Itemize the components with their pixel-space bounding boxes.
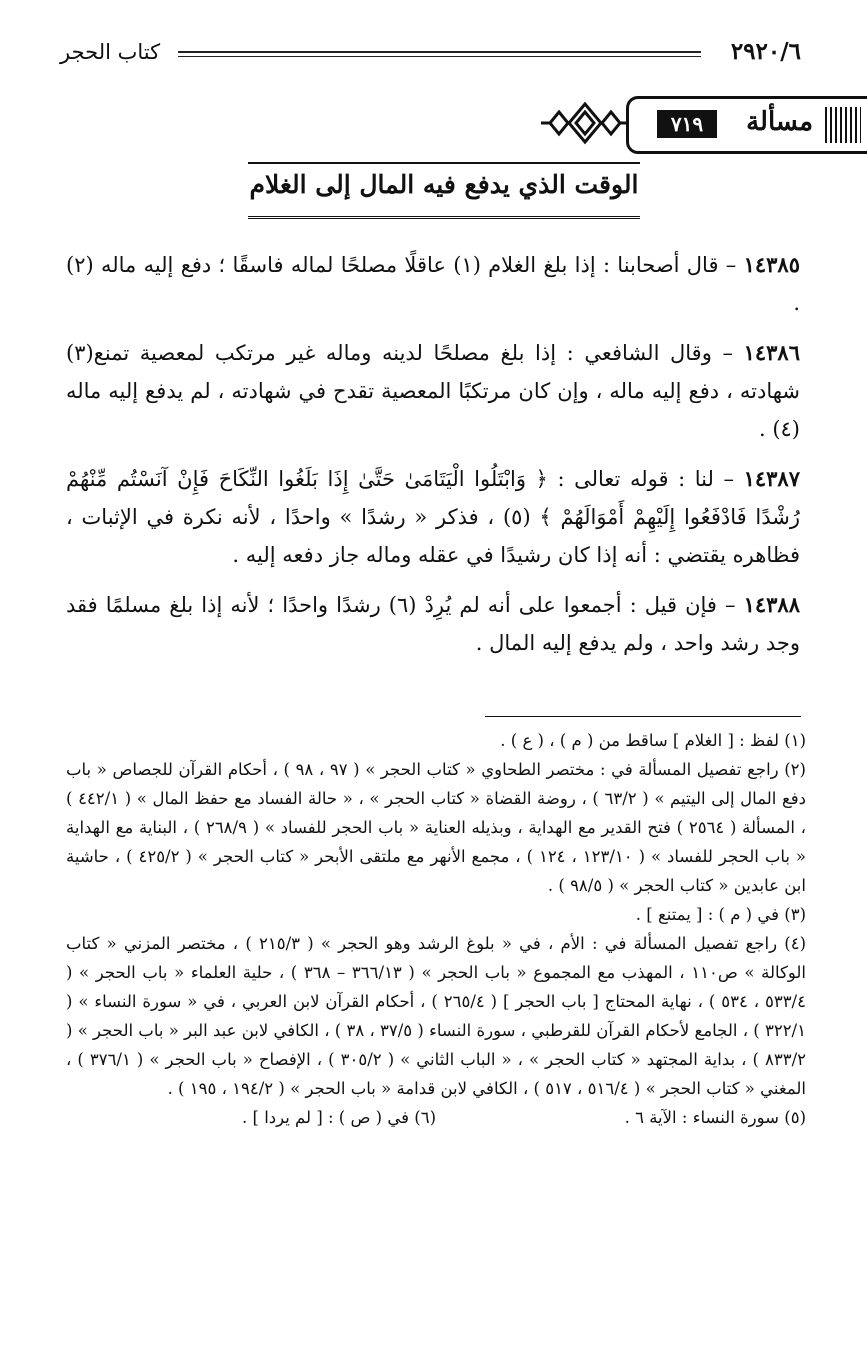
footnote-3: (٣) في ( م ) : [ يمتنع ] . [635, 905, 806, 924]
masala-label-box [626, 96, 867, 154]
footnote-1: (١) لفظ : [ الغلام ] ساقط من ( م ) ، ( ع ) . [500, 731, 806, 750]
footnote-2: (٢) راجع تفصيل المسألة في : مختصر الطحاوي « كتاب الحجر » ( ٩٧ ، ٩٨ ) ، أحكام القرآن للجصاص « باب دفع المال إلى اليتيم » ( ٦٣/٢ ) ، روضة القضاة « كتاب الحجر » ، « حالة الفساد مع حفظ المال » ( ٤٤٢/١ ) ، المسألة ( ٢٥٦٤ ) فتح القدير مع الهداية ، وبذيله العناية « باب الحجر للفساد » ( ٢٦٨/٩ ) ، البناية مع الهداية « باب الحجر للفساد » ( ١٢٣/١٠ ، ١٢٤ ) ، مجمع الأنهر مع ملتقى الأبحر « كتاب الحجر » ( ٤٢٥/٢ ) ، حاشية ابن عابدين « كتاب الحجر » ( ٩٨/٥ ) . [66, 760, 807, 895]
paragraph [66, 334, 800, 448]
footnotes [66, 726, 806, 1132]
footnote-row [66, 1103, 806, 1132]
section-title: الوقت الذي يدفع فيه المال إلى الغلام [249, 170, 639, 199]
page-reference: ٢٩٢٠/٦ [730, 38, 801, 65]
footnote-4: (٤) راجع تفصيل المسألة في : الأم ، في « بلوغ الرشد وهو الحجر » ( ٢١٥/٣ ) ، مختصر المزني « كتاب الوكالة » ص١١٠ ، المهذب مع المجموع « باب الحجر » ( ٣٦٦/١٣ – ٣٦٨ ) ، حلية العلماء « باب الحجر » ( ٥٣٣/٤ ، ٥٣٤ ) ، نهاية المحتاج [ باب الحجر ] ( ٢٦٥/٤ ) ، أحكام القرآن لابن العربي ، في « سورة النساء » ( ٣٢٢/١ ) ، الجامع لأحكام القرآن للقرطبي ، سورة النساء ( ٣٧/٥ ، ٣٨ ) ، الكافي لابن عبد البر « باب الحجر » ( ٨٣٣/٢ ) ، بداية المجتهد « كتاب الحجر » ، « الباب الثاني » ( ٣٠٥/٢ ) ، الإفصاح « باب الحجر » ( ٣٧٦/١ ) ، المغني « كتاب الحجر » ( ٥١٦/٤ ، ٥١٧ ) ، الكافي لابن قدامة « باب الحجر » ( ١٩٤/٢ ، ١٩٥ ) . [66, 934, 806, 1098]
paragraph [66, 246, 800, 322]
main-text [66, 246, 800, 674]
title-bottom-rule [248, 216, 640, 222]
ornament-icon [539, 100, 631, 146]
paragraph-number: ١٤٣٨٧ [743, 466, 800, 491]
masala-number: ٧١٩ [657, 110, 717, 138]
paragraph [66, 460, 800, 574]
paragraph-text: – فإن قيل : أجمعوا على أنه لم يُرِدْ (٦) رشدًا واحدًا ؛ لأنه إذا بلغ مسلمًا فقد وجد رشد واحد ، ولم يدفع إليه المال . [66, 593, 800, 655]
paragraph-number: ١٤٣٨٨ [743, 592, 800, 617]
paragraph-text: – لنا : قوله تعالى : ﴿ وَابْتَلُوا الْيَتَامَىٰ حَتَّىٰ إِذَا بَلَغُوا النِّكَاحَ فَإِنْ آنَسْتُم مِّنْهُمْ رُشْدًا فَادْفَعُوا إِلَيْهِمْ أَمْوَالَهُمْ ﴾ (٥) ، فذكر « رشدًا » واحدًا ، لأنه نكرة في الإثبات ، فظاهره يقتضي : أنه إذا كان رشيدًا في عقله وماله جاز دفعه إليه . [66, 467, 800, 567]
book-name: كتاب الحجر [60, 40, 161, 64]
footnote-separator [485, 716, 801, 717]
paragraph-number: ١٤٣٨٥ [743, 252, 800, 277]
masala-banner [537, 96, 867, 152]
paragraph-text: – وقال الشافعي : إذا بلغ مصلحًا لدينه وماله غير مرتكب لمعصية تمنع(٣) شهادته ، دفع إليه ماله ، وإن كان مرتكبًا المعصية تقدح في شهادته ، لم يدفع إليه ماله (٤) . [66, 341, 800, 441]
masala-label: مسألة [746, 107, 813, 137]
footnote-5: (٥) سورة النساء : الآية ٦ . [624, 1108, 806, 1127]
paragraph [66, 586, 800, 662]
title-top-rule [248, 162, 640, 164]
running-header [60, 38, 801, 72]
stripes-icon [825, 107, 861, 143]
footnote-6: (٦) في ( ص ) : [ لم يردا ] . [242, 1108, 436, 1127]
paragraph-text: – قال أصحابنا : إذا بلغ الغلام (١) عاقلًا مصلحًا لماله فاسقًا ؛ دفع إليه ماله (٢) . [66, 253, 800, 315]
header-rule [178, 51, 701, 57]
paragraph-number: ١٤٣٨٦ [743, 340, 800, 365]
